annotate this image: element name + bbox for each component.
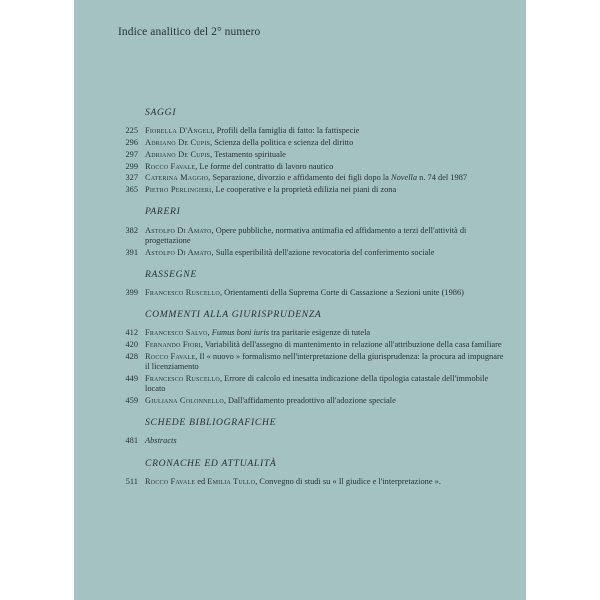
entry-text bbox=[145, 374, 508, 394]
entry-title: , Variabilità dell'assegno di mantenimento in relazione all'attribuzione della casa familiare bbox=[200, 340, 502, 350]
table-of-contents bbox=[108, 108, 508, 499]
section-title: RASSEGNE bbox=[145, 268, 197, 280]
page-number: 327 bbox=[125, 173, 138, 183]
entry-text bbox=[145, 352, 508, 372]
entry-author: Adriano De Cupis bbox=[145, 149, 211, 159]
entry-author: Astolfo Di Amato bbox=[145, 247, 212, 257]
entry-author: Francesco Ruscello bbox=[145, 288, 220, 297]
entry-title: , bbox=[207, 328, 212, 338]
entry-text bbox=[145, 328, 508, 338]
entry-author: Rocco Favale bbox=[145, 161, 196, 171]
entry-title: ed bbox=[195, 476, 208, 486]
entry-author: Caterina Maggio bbox=[145, 173, 209, 183]
entry-author: Francesco Salvo bbox=[145, 328, 208, 338]
section-title: PARERI bbox=[145, 206, 181, 218]
toc-entry bbox=[108, 126, 508, 136]
toc-entry bbox=[108, 374, 508, 394]
entry-text bbox=[145, 340, 508, 350]
page-number: 297 bbox=[125, 149, 138, 159]
entry-author: Fiorella D'Angeli bbox=[145, 126, 213, 136]
entry-italic: Abstracts bbox=[145, 436, 177, 446]
entry-title: , Separazione, divorzio e affidamento dei figli dopo la bbox=[208, 173, 391, 183]
page-number: 459 bbox=[125, 396, 138, 405]
section-title: SCHEDE BIBLIOGRAFICHE bbox=[145, 417, 277, 429]
entry-text bbox=[145, 126, 508, 136]
entry-title: , Il « nuovo » formalismo nell'interpretazione della giurisprudenza: la procura ad impugnare il licenziamento bbox=[145, 352, 504, 372]
entry-title: , Opere pubbliche, normativa antimafia ed affidamento a terzi dell'attività di progettazione bbox=[145, 225, 467, 245]
section-title: COMMENTI ALLA GIURISPRUDENZA bbox=[145, 309, 322, 321]
page-number: 428 bbox=[125, 352, 138, 361]
section-title: CRONACHE ED ATTUALITÀ bbox=[145, 457, 277, 469]
toc-entry bbox=[108, 396, 508, 406]
entry-text bbox=[145, 138, 508, 148]
toc-section bbox=[108, 108, 508, 195]
toc-entry bbox=[108, 173, 508, 183]
entry-text bbox=[145, 288, 508, 298]
toc-entry bbox=[108, 226, 508, 246]
entry-text bbox=[145, 248, 508, 258]
toc-section bbox=[108, 418, 508, 446]
entry-author: Giuliana Colonnello bbox=[145, 396, 224, 405]
page-number: 449 bbox=[125, 374, 138, 383]
toc-section bbox=[108, 207, 508, 257]
toc-entry bbox=[108, 340, 508, 350]
toc-entry bbox=[108, 288, 508, 298]
page-number: 412 bbox=[125, 328, 138, 338]
entry-author: Fernando Fiori bbox=[145, 340, 201, 350]
entry-title: , Sulla esperibilità dell'azione revocatoria del conferimento sociale bbox=[211, 247, 435, 257]
entry-author: Emilia Tullo bbox=[207, 476, 256, 486]
entry-title: , Scienza della politica e scienza del diritto bbox=[210, 138, 354, 147]
entry-title-cont: n. 74 del 1987 bbox=[417, 173, 468, 183]
entry-text bbox=[145, 226, 508, 246]
entry-title: , Le forme del contratto di lavoro nautico bbox=[195, 161, 334, 171]
entry-author: Rocco Favale bbox=[145, 352, 196, 361]
entry-title: , Dall'affidamento preadottivo all'adozione speciale bbox=[223, 396, 396, 405]
entry-author: Rocco Favale bbox=[145, 476, 196, 486]
toc-entry bbox=[108, 162, 508, 172]
entry-title: , Orientamenti della Suprema Corte di Cassazione a Sezioni unite (1986) bbox=[219, 288, 464, 297]
toc-entry bbox=[108, 150, 508, 160]
toc-entry bbox=[108, 328, 508, 338]
toc-entry bbox=[108, 352, 508, 372]
page-number: 382 bbox=[125, 225, 138, 235]
entry-title: , Profili della famiglia di fatto: la fattispecie bbox=[212, 126, 360, 136]
page-number: 296 bbox=[125, 138, 138, 147]
entry-text bbox=[145, 185, 508, 195]
page-number: 299 bbox=[125, 161, 138, 171]
entry-title: , Testamento spirituale bbox=[210, 149, 286, 159]
page-number: 225 bbox=[125, 126, 138, 136]
entry-author: Francesco Ruscello bbox=[145, 374, 220, 383]
entry-italic: Fumus boni iuris bbox=[211, 328, 269, 338]
toc-entry bbox=[108, 477, 508, 487]
entry-text bbox=[145, 396, 508, 406]
page-number: 481 bbox=[125, 436, 138, 446]
toc-entry bbox=[108, 138, 508, 148]
toc-section bbox=[108, 459, 508, 487]
entry-author: Pietro Perlingieri bbox=[145, 185, 212, 195]
entry-title: , Errore di calcolo ed inesatta indicazione della tipologia catastale dell'immobile locato bbox=[145, 374, 489, 394]
entry-text bbox=[145, 436, 508, 446]
entry-text bbox=[145, 162, 508, 172]
entry-title: , Le cooperative e la proprietà edilizia nei piani di zona bbox=[211, 185, 397, 195]
toc-entry bbox=[108, 248, 508, 258]
page-number: 391 bbox=[125, 247, 138, 257]
entry-title-cont: tra paritarie esigenze di tutela bbox=[268, 328, 371, 338]
entry-text bbox=[145, 150, 508, 160]
page-number: 420 bbox=[125, 340, 138, 350]
page-number: 365 bbox=[125, 185, 138, 195]
entry-text bbox=[145, 173, 508, 183]
toc-section bbox=[108, 270, 508, 298]
page-number: 399 bbox=[125, 288, 138, 297]
section-title: SAGGI bbox=[145, 107, 177, 118]
toc-section bbox=[108, 310, 508, 406]
entry-italic: Novella bbox=[391, 173, 418, 183]
page-number: 511 bbox=[125, 476, 138, 486]
entry-author: Astolfo Di Amato bbox=[145, 225, 212, 235]
toc-entry bbox=[108, 436, 508, 446]
entry-text bbox=[145, 477, 508, 487]
entry-author: Adriano De Cupis bbox=[145, 138, 211, 147]
page-title: Indice analitico del 2° numero bbox=[118, 26, 261, 38]
entry-title-cont: , Convegno di studi su « Il giudice e l'interpretazione ». bbox=[255, 476, 441, 486]
toc-entry bbox=[108, 185, 508, 195]
